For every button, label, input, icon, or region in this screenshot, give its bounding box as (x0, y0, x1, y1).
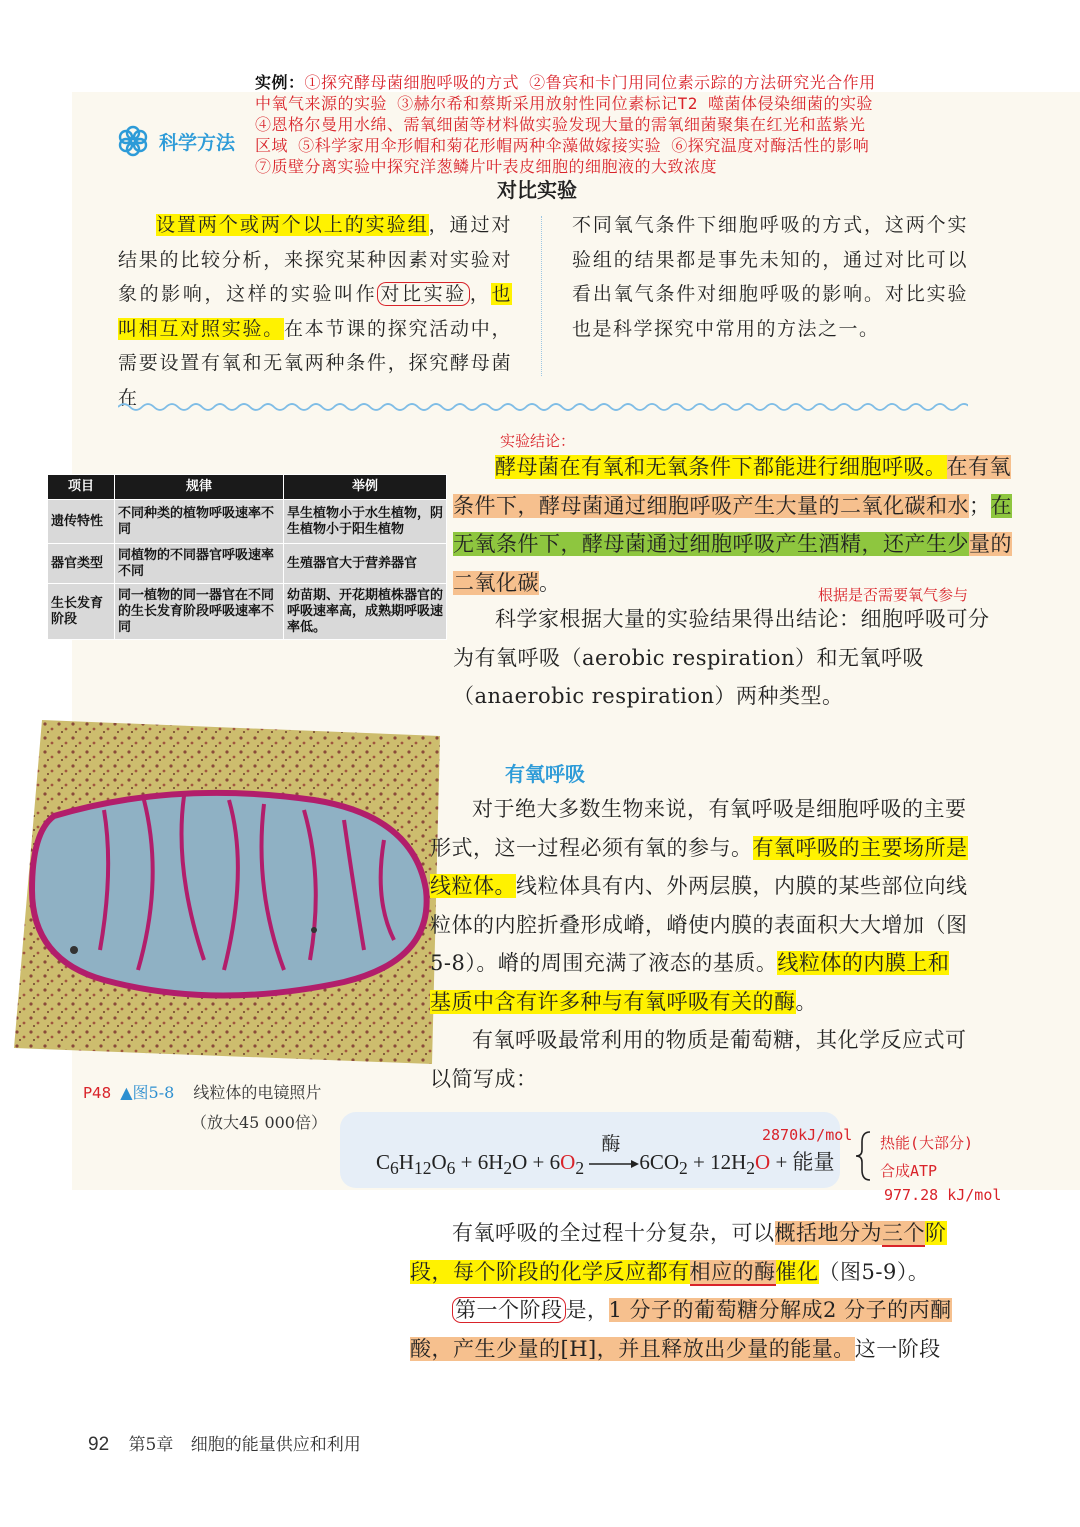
footer-chapter: 第5章 (128, 1435, 174, 1455)
table-header-row (48, 475, 447, 500)
stages-text: 有氧呼吸的全过程十分复杂，可以 (452, 1221, 775, 1245)
conclusion-sentence: 量的二氧化碳 (453, 532, 1012, 595)
enzyme-label: 酶 (601, 1134, 621, 1156)
classification-text: 科学家根据大量的实验结果得出结论：细胞呼吸可分为有氧呼吸（aerobic respiration）和无氧呼吸（anaerobic respiration）两种类型。 (453, 607, 990, 708)
figure-caption (83, 1080, 321, 1103)
method-left-column (118, 208, 512, 415)
energy-heat-note: 热能(大部分) (880, 1134, 974, 1152)
energy-label: 能量 (792, 1150, 835, 1174)
method-right-text: 不同氧气条件下细胞呼吸的方式，这两个实验组的结果都是事先未知的，通过对比可以看出氧气条件对细胞呼吸的影响。对比实验也是科学探究中常用的方法之一。 (572, 214, 968, 340)
first-stage-circled: 第一个阶段 (452, 1297, 566, 1323)
reaction-arrow (589, 1159, 639, 1169)
aerobic-highlight: 线粒体的内膜上和基质中含有许多种与有氧呼吸有关的酶 (430, 951, 950, 1014)
stages-highlight: 催化 (775, 1259, 819, 1284)
basis-note: 根据是否需要氧气参与 (818, 586, 969, 604)
examples-line: ④恩格尔曼用水绵、需氧细菌等材料做实验发现大量的需氧细菌聚集在红光和蓝紫光 (255, 115, 866, 134)
chemical-equation: $C_6H_{12}O_6 + 6H_2O + 6O_2$ 酶 $6CO_2 + 12H_2O$ + 能量 (376, 1146, 835, 1179)
method-label (116, 124, 235, 158)
table-cell: 生长发育阶段 (48, 584, 115, 640)
method-highlight: 也叫相互对照实验。 (118, 283, 512, 340)
examples-line: 区域 ⑤科学家用伞形帽和菊花形帽两种伞藻做嫁接实验 ⑥探究温度对酶活性的影响 (255, 136, 870, 155)
stages-paragraph (410, 1214, 968, 1368)
conclusion-sentence: 在无氧条件下，酵母菌通过细胞呼吸产生酒精，还产生少 (453, 493, 1012, 556)
examples-annotation (255, 72, 975, 177)
rules-table (47, 474, 447, 640)
conclusion-sentence: 酵母菌在有氧和无氧条件下都能进行细胞呼吸。 (495, 455, 947, 479)
table-cell: 旱生植物小于水生植物，阴生植物小于阳生植物 (284, 500, 447, 544)
aerobic-heading: 有氧呼吸 (505, 762, 585, 786)
table-row (48, 500, 447, 544)
method-text: ， (469, 283, 492, 305)
aerobic-substrate-text: 有氧呼吸最常利用的物质是葡萄糖，其化学反应式可以简写成： (430, 1028, 967, 1091)
column-divider (541, 216, 542, 376)
footer-title: 细胞的能量供应和利用 (190, 1435, 361, 1455)
examples-line: ⑦质壁分离实验中探究洋葱鳞片叶表皮细胞的细胞液的大致浓度 (255, 157, 718, 176)
stages-highlight: 概括地分为 (774, 1221, 882, 1245)
energy-atp-amount-note: 977.28 kJ/mol (884, 1186, 1002, 1204)
table-cell: 遗传特性 (48, 500, 115, 544)
atom-icon (116, 124, 150, 158)
table-cell: 器官类型 (48, 544, 115, 584)
stages-highlight: 三个 (882, 1221, 925, 1245)
stages-text: （图5-9）。 (818, 1259, 930, 1284)
table-cell: 同植物的不同器官呼吸速率不同 (115, 544, 284, 584)
page-number: 92 (88, 1434, 110, 1455)
method-highlight: 设置两个或两个以上的实验组 (156, 214, 429, 236)
table-header: 规律 (115, 475, 284, 500)
energy-atp-note: 合成ATP (880, 1162, 938, 1180)
examples-line: ①探究酵母菌细胞呼吸的方式 ②鲁宾和卡门用同位素示踪的方法研究光合作用 (304, 73, 876, 92)
stages-text: 这一阶段 (854, 1336, 941, 1361)
conclusion-block (453, 448, 1013, 602)
method-right-column (572, 208, 968, 346)
figure-caption-text: 线粒体的电镜照片 (193, 1083, 322, 1102)
stages-text: 是， (565, 1298, 609, 1322)
conclusion-punct: ； (969, 493, 991, 518)
method-label-text: 科学方法 (159, 131, 236, 154)
stages-highlight: 相应的酶 (689, 1259, 776, 1284)
examples-line: 中氧气来源的实验 ③赫尔希和蔡斯采用放射性同位素标记T2 噬菌体侵染细菌的实验 (255, 94, 874, 113)
conclusion-punct: 。 (539, 570, 561, 595)
figure-label: ▲图5-8 (120, 1083, 175, 1102)
table-row (48, 544, 447, 584)
figure-page-ref: P48 (83, 1084, 112, 1102)
aerobic-text: 对于绝大多数生物来说，有氧呼吸是细胞呼吸的主要形式，这一过程必须有氧的参与。 (430, 797, 967, 860)
aerobic-paragraph (430, 790, 970, 1098)
energy-total-note: 2870kJ/mol (762, 1126, 853, 1144)
page-footer (88, 1430, 361, 1456)
table-row (48, 584, 447, 640)
aerobic-text: 。 (795, 989, 817, 1014)
method-circled-term: 对比实验 (377, 282, 469, 306)
mitochondrion-micrograph (14, 720, 440, 1064)
table-cell: 生殖器官大于营养器官 (284, 544, 447, 584)
conclusion-label: 实验结论： (500, 432, 576, 450)
stages-highlight: 阶段，每个阶段的化学反应都有 (410, 1221, 947, 1284)
stages-highlight: 1 分子的葡萄糖分解成2 分子的丙酮酸，产生少量的[H]，并且释放出少量的能量。 (410, 1298, 952, 1361)
method-title: 对比实验 (497, 178, 577, 202)
table-cell: 幼苗期、开花期植株器官的呼吸速率高，成熟期呼吸速率低。 (284, 584, 447, 640)
table-cell: 同一植物的同一器官在不同的生长发育阶段呼吸速率不同 (115, 584, 284, 640)
table-header: 举例 (284, 475, 447, 500)
aerobic-highlight: 有氧呼吸的主要场所是线粒体。 (430, 835, 968, 898)
method-text: ，通过对结果的比较分析，来探究某种因素对实验对象的影响，这样的实验叫作 (118, 214, 512, 305)
aerobic-text: 线粒体具有内、外两层膜，内膜的某些部位向线粒体的内腔折叠形成嵴，嵴使内膜的表面积大大增加（图5-8）。嵴的周围充满了液态的基质。 (430, 874, 968, 975)
table-cell: 不同种类的植物呼吸速率不同 (115, 500, 284, 544)
table-header: 项目 (48, 475, 115, 500)
energy-brace (856, 1130, 872, 1182)
wavy-divider (118, 400, 968, 414)
classification-paragraph (453, 600, 1009, 716)
examples-title: 实例： (255, 73, 305, 92)
method-text: 在本节课的探究活动中，需要设置有氧和无氧两种条件，探究酵母菌在 (118, 317, 512, 409)
conclusion-sentence: 在有氧条件下，酵母菌通过细胞呼吸产生大量的二氧化碳和水 (453, 455, 1011, 518)
figure-caption-magnification: （放大45 000倍） (191, 1113, 327, 1132)
